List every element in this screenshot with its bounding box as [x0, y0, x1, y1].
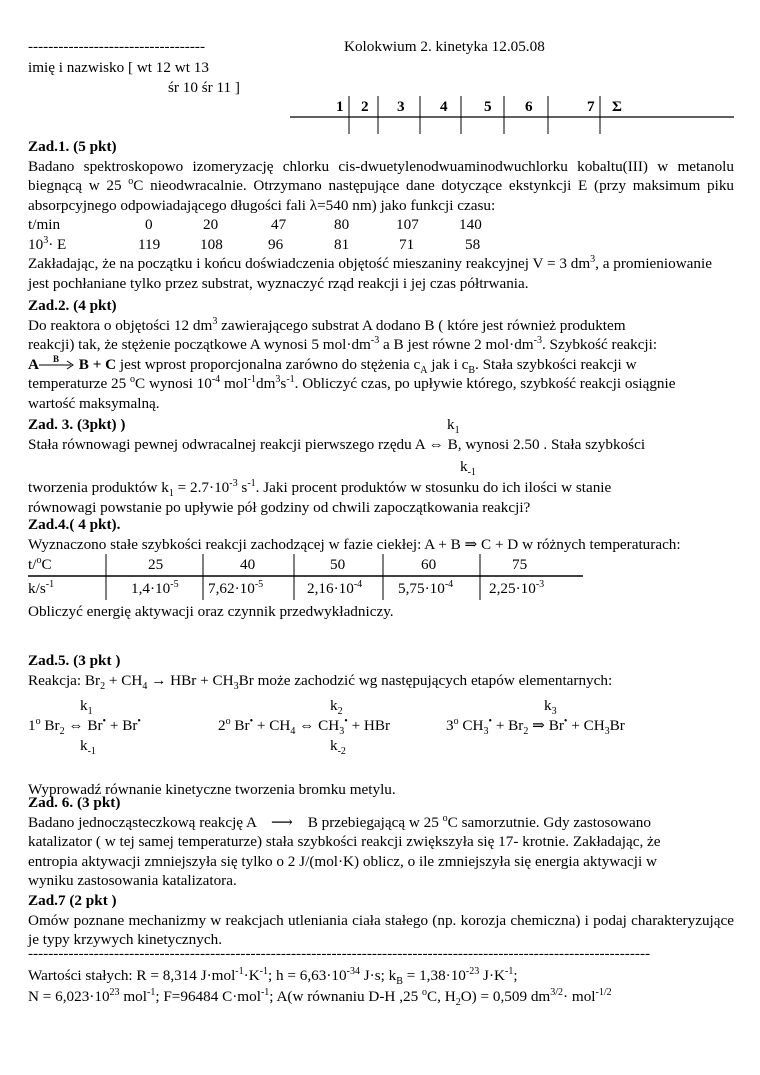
zad1-extinction-row: [28, 235, 734, 255]
k-minus1-label: $k_{-1}$: [80, 737, 96, 758]
grade-col-7: 7: [587, 98, 595, 115]
step2-equation: 2$^o$ $Br^• + CH_4$ ⇔ $CH_3^•$ + HBr: [218, 715, 391, 738]
zad1-outro: Zakładając, że na początku i końcu doświadczenia objętość mieszaniny reakcyjnej V = 3 $dm^3$, a promieniowanie jest pochłaniane tylko przez substrat, wyznaczyć rząd reakcji i jej czas półtrwania.: [28, 253, 712, 292]
zad2-line2: reakcji) tak, że stężenie początkowe A wynosi 5 $mol\cdot dm^{-3}$ a B jest równe 2 $mol\cdot dm^{-3}$. Szybkość reakcji:: [28, 334, 658, 353]
zad3-line1: Stała równowagi pewnej odwracalnej reakcji pierwszego rzędu A ⇔ B, wynosi 2.50 . Stała szybkości: [28, 435, 646, 453]
temp-value: 75: [512, 556, 528, 573]
zad6-line1: Badano jednocząsteczkową reakcję A ⟶ B przebiegającą w 25 $^o$C samorzutnie. Gdy zastosowano: [28, 812, 651, 831]
temp-value: 50: [330, 556, 346, 573]
separator-line: ---------------------------------------------------------------------------------------------------------------------------: [28, 945, 651, 962]
k-minus1-label: $k_{-1}$: [460, 458, 476, 479]
grade-col-sum: Σ: [612, 98, 622, 115]
constants-line1: Wartości stałych: R = 8,314 $J\cdot mol^{-1}\cdot K^{-1}$; $h = 6,63\cdot 10^{-34}$ J·s; $k_B = 1,38\cdot 10^{-23}$ $J\cdot K^{-1}$;: [28, 965, 518, 988]
zad5-title: Zad.5. (3 pkt ): [28, 652, 121, 669]
reaction-arrow-icon: ⟶: [271, 813, 293, 831]
temp-value: 40: [240, 556, 256, 573]
temp-value: 60: [421, 556, 437, 573]
grade-col-3: 3: [397, 98, 405, 115]
grade-col-4: 4: [440, 98, 448, 115]
catalyzed-arrow-icon: B: [39, 359, 75, 371]
zad1-text: Badano spektroskopowo izomeryzację chlorku cis-dwuetylenodwuaminodwuchlorku kobaltu(III) w metanolu biegnącą w 25 $^o$C nieodwracalnie. Otrzymano następujące dane dotyczące ekstynkcji E (przy maksimum piku absorpcyjnego odpowiadającego długości fali λ=540 nm) jako funkcji czasu:: [28, 157, 735, 214]
t-value: 20: [203, 216, 219, 233]
zad6-line3: entropia aktywacji zmniejszyła się tylko o 2 J/(mol·K) oblicz, o ile zmniejszyła się energia aktywacji w: [28, 852, 657, 870]
e-value: 96: [268, 235, 284, 253]
k2-label: $k_2$: [330, 697, 343, 718]
t-value: 0: [145, 216, 153, 233]
t-value: 140: [459, 216, 482, 233]
zad2-line4: temperaturze 25 $^o$C wynosi $10^{-4}$ $mol^{-1}dm^3s^{-1}$. Obliczyć czas, po upływie którego, szybkość reakcji osiągnie: [28, 373, 676, 392]
reactant-a: A: [28, 355, 39, 373]
name-line: -----------------------------------: [28, 38, 206, 55]
k3-label: $k_3$: [544, 697, 557, 718]
zad6-line2: katalizator ( w tej samej temperaturze) stała szybkości reakcji zwiększyła się 17- krotnie. Zakładając, że: [28, 833, 661, 850]
k-label: $k/s^{-1}$: [28, 578, 55, 597]
grade-col-6: 6: [525, 98, 533, 115]
k-value: $1,4\cdot 10^{-5}$: [131, 578, 179, 597]
zad2-line5: wartość maksymalną.: [28, 394, 160, 412]
groups-line: śr 10 śr 11 ]: [168, 79, 240, 96]
zad1-time-row: [28, 215, 734, 235]
constants-line2: $N = 6,023\cdot 10^{23}$ mol$^{-1}$; F=96484 C·mol$^{-1}$; A(w równaniu D-H ,25 $^o$C, $H_2O) = 0,509$ $dm^{3/2}\cdot mol^{-1/2}$: [28, 986, 612, 1009]
k-minus2-label: $k_{-2}$: [330, 737, 346, 758]
grade-col-1: 1: [336, 98, 344, 115]
e-value: 81: [334, 235, 350, 253]
e-value: 119: [138, 235, 161, 253]
zad5-outro: Wyprowadź równanie kinetyczne tworzenia bromku metylu.: [28, 781, 396, 798]
zad5-section: [28, 651, 734, 800]
zad6-line4: wyniku zastosowania katalizatora.: [28, 872, 237, 889]
rate-constant-table: [28, 554, 588, 602]
t-value: 47: [271, 216, 287, 233]
zad2-line3: A B B + C jest wprost proporcjonalna zarówno do stężenia $c_A$ jak i $c_B$. Stała szybkości reakcji w: [28, 354, 637, 376]
grade-col-5: 5: [484, 98, 492, 115]
zad4-outro: Obliczyć energię aktywacji oraz czynnik przedwykładniczy.: [28, 603, 394, 620]
k-value: $2,25\cdot 10^{-3}$: [489, 578, 545, 597]
page-title: Kolokwium 2. kinetyka 12.05.08: [344, 38, 545, 55]
products-bc: B + C: [78, 355, 117, 373]
zad7-section: [28, 891, 734, 950]
t-value: 107: [396, 216, 419, 233]
zad2-line1: Do reaktora o objętości 12 $dm^3$ zawierającego substrat A dodano B ( które jest również produktem: [28, 315, 626, 334]
e-label: $10^3\cdot E$: [28, 234, 67, 253]
t-label: t/min: [28, 216, 61, 233]
temp-label: t/$^o$C: [28, 554, 52, 573]
zad5-line: Reakcja: $Br_2 + CH_4$ → HBr + $CH_3Br$ może zachodzić wg następujących etapów elementarnych:: [28, 671, 613, 692]
zad6-title: Zad. 6. (3 pkt): [28, 794, 121, 811]
k-value: $7,62\cdot 10^{-5}$: [208, 578, 264, 597]
grade-table-grid: [290, 96, 734, 136]
step3-equation: 3$^o$ $CH_3^• + Br_2$ ⇒ $Br^• + CH_3Br$: [446, 715, 625, 738]
grade-col-2: 2: [361, 98, 369, 115]
e-value: 108: [200, 235, 223, 253]
zad2-section: [28, 296, 734, 413]
zad7-title: Zad.7 (2 pkt ): [28, 892, 117, 909]
k1-label: $k_1$: [447, 416, 460, 437]
e-value: 58: [465, 235, 481, 253]
zad1-title: Zad.1. (5 pkt): [28, 138, 117, 155]
step1-equation: 1$^o$ $Br_2$ ⇔ Br• + Br•: [28, 715, 141, 738]
zad2-title: Zad.2. (4 pkt): [28, 297, 117, 314]
k-value: $2,16\cdot 10^{-4}$: [307, 578, 363, 597]
zad3-title: Zad. 3. (3pkt) ): [28, 416, 126, 433]
t-value: 80: [334, 216, 350, 233]
zad5-mechanism: [28, 690, 734, 768]
name-label: imię i nazwisko [ wt 12 wt 13: [28, 59, 209, 76]
zad4-section: [28, 515, 734, 622]
k1-label: $k_1$: [80, 697, 93, 718]
zad4-text: Wyznaczono stałe szybkości reakcji zachodzącej w fazie ciekłej: A + B ⇒ C + D w różnych temperaturach:: [28, 535, 681, 553]
zad4-title: Zad.4.( 4 pkt).: [28, 516, 121, 533]
zad3-section: [28, 415, 734, 517]
zad6-section: [28, 793, 734, 891]
zad3-line2: tworzenia produktów $k_1 = 2.7\cdot 10^{-3}$ $s^{-1}$. Jaki procent produktów w stosunku do ich ilości w stanie: [28, 477, 612, 500]
zad3-line3: równowagi powstanie po upływie pół godziny od chwili zapoczątkowania reakcji?: [28, 498, 531, 516]
k-value: $5,75\cdot 10^{-4}$: [398, 578, 454, 597]
e-value: 71: [399, 235, 415, 253]
zad7-text: Omów poznane mechanizmy w reakcjach utleniania ciała stałego (np. korozja chemiczna) i podaj charakteryzujące je typy krzywych kinetycznych.: [28, 911, 734, 948]
temp-value: 25: [148, 556, 164, 573]
zad1-section: [28, 137, 734, 293]
